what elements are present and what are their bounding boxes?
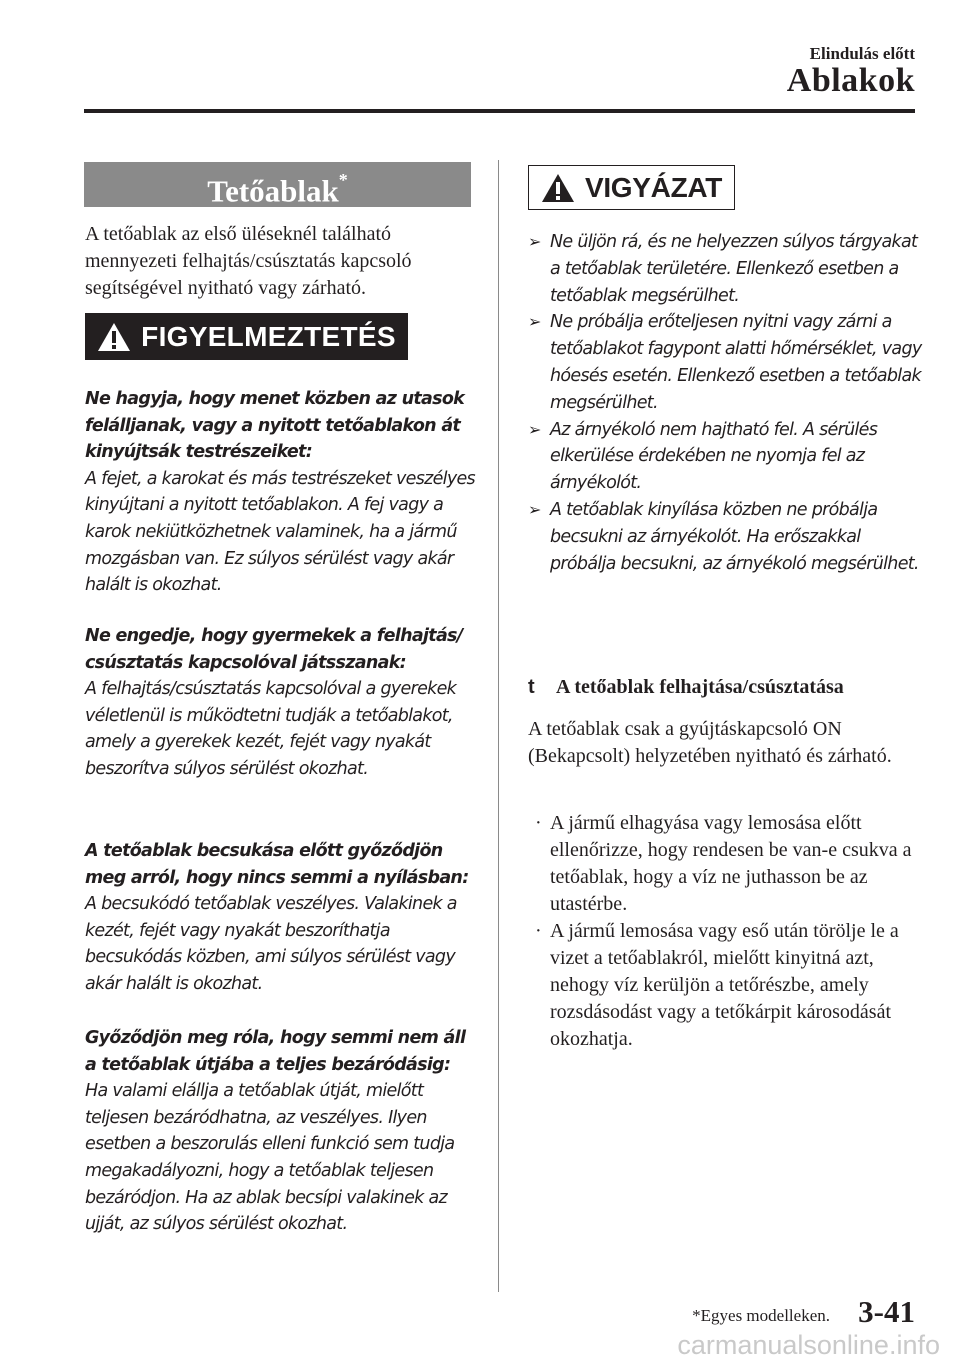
- bullet-dot-icon: ·: [535, 812, 542, 834]
- subsection-heading: [528, 676, 844, 699]
- warning-triangle-icon: [97, 322, 131, 352]
- caution-item-text: Ne próbálja erőteljesen nyitni vagy zárni a tetőablakot fagypont alatti hőmérséklet, vagy hóesés esetén. Ellenkező esetben a tetőablak megsérülhet.: [550, 312, 922, 413]
- warning-banner: [85, 313, 408, 360]
- warning-block: [85, 838, 480, 998]
- caution-item: [528, 229, 928, 309]
- caution-item: [528, 309, 928, 416]
- arrow-bullet-icon: ➢: [528, 499, 541, 519]
- section-intro: A tetőablak az első üléseknél található mennyezeti felhajtás/csúsztatás kapcsoló segítségével nyitható vagy zárható.: [85, 223, 412, 299]
- warning-heading: Győződjön meg róla, hogy semmi nem áll a tetőablak útjába a teljes bezáródásig:: [85, 1028, 466, 1075]
- caution-item-text: Ne üljön rá, és ne helyezzen súlyos tárgyakat a tetőablak területére. Ellenkező esetben a tetőablak megsérülhet.: [550, 232, 918, 306]
- caution-item: [528, 497, 928, 577]
- list-item: [528, 810, 923, 918]
- list-item-text: A jármű lemosása vagy eső után törölje le a vizet a tetőablakról, mielőtt kinyitná azt, nehogy víz kerüljön a tetőrészbe, amely rozsdásodást vagy a tetőkárpit károsodását okozhatja.: [550, 920, 899, 1050]
- caution-label: VIGYÁZAT: [584, 171, 723, 203]
- page-number: 3-41: [858, 1294, 915, 1329]
- subsection-text: A tetőablak csak a gyújtáskapcsoló ON (Bekapcsolt) helyzetében nyitható és zárható.: [528, 718, 892, 767]
- section-title: [84, 162, 471, 207]
- caution-item-text: Az árnyékoló nem hajtható fel. A sérülés elkerülése érdekében ne nyomja fel az árnyékolót.: [550, 419, 878, 494]
- warning-heading: Ne hagyja, hogy menet közben az utasok felálljanak, vagy a nyitott tetőablakon át kinyújtsák testrészeiket:: [85, 389, 465, 463]
- column-divider: [498, 160, 499, 1292]
- warning-block: [85, 1025, 480, 1238]
- caution-item-text: A tetőablak kinyílása közben ne próbálja becsukni az árnyékolót. Ha erőszakkal próbálja becsukni, az árnyékoló megsérülhet.: [550, 499, 919, 574]
- chapter-title: Ablakok: [786, 62, 915, 99]
- section-title-text: Tetőablak: [207, 173, 339, 209]
- warning-text: A felhajtás/csúsztatás kapcsolóval a gyerekek véletlenül is működtetni tudják a tetőablakot, amely a gyerekek kezét, fejét vagy nyakát beszorítva súlyos sérülést okozhat.: [85, 679, 457, 779]
- arrow-bullet-icon: ➢: [528, 232, 541, 251]
- warning-text: A fejet, a karokat és más testrészeket veszélyes kinyújtani a nyitott tetőablakon. A fej vagy a karok nekiütközhetnek valaminek, ha a jármű mozgásban van. Ez súlyos sérülést vagy akár halált is okozhat.: [85, 468, 475, 596]
- watermark: carmanualsonline.info: [677, 1330, 940, 1360]
- warning-label: FIGYELMEZTETÉS: [141, 320, 396, 352]
- optional-equipment-mark: *: [338, 170, 348, 190]
- caution-banner: [528, 165, 735, 210]
- arrow-bullet-icon: ➢: [528, 419, 541, 439]
- list-item-text: A jármű elhagyása vagy lemosása előtt ellenőrizze, hogy rendesen be van-e csukva a tetőablak, hogy a víz ne juthasson be az utastérbe.: [550, 812, 912, 915]
- caution-item: [528, 417, 928, 497]
- subsection-title: A tetőablak felhajtása/csúsztatása: [556, 676, 844, 698]
- footnote: *Egyes modelleken.: [692, 1306, 830, 1325]
- bullet-dot-icon: ·: [535, 920, 542, 942]
- warning-block: [85, 386, 480, 599]
- caution-triangle-icon: [541, 173, 575, 203]
- bullet-list: [528, 810, 923, 1053]
- arrow-bullet-icon: ➢: [528, 312, 541, 332]
- warning-text: Ha valami elállja a tetőablak útját, mielőtt teljesen bezáródhatna, az veszélyes. Ilyen esetben a beszorulás elleni funkció sem tudja megakadályozni, hogy a tetőablak teljesen bezáródjon. Ha az ablak becsípi valakinek az ujját, az súlyos sérülést okozhat.: [85, 1081, 455, 1235]
- subsection-marker-icon: t: [528, 676, 535, 698]
- caution-list: [528, 229, 928, 577]
- chapter-subtitle: Elindulás előtt: [809, 44, 915, 63]
- warning-heading: A tetőablak becsukása előtt győződjön meg arról, hogy nincs semmi a nyílásban:: [85, 841, 469, 888]
- warning-text: A becsukódó tetőablak veszélyes. Valakinek a kezét, fejét vagy nyakát beszoríthatja becsukódás közben, ami súlyos sérülést vagy akár halált is okozhat.: [85, 894, 457, 994]
- list-item: [528, 918, 923, 1053]
- warning-heading: Ne engedje, hogy gyermekek a felhajtás/ csúsztatás kapcsolóval játsszanak:: [85, 626, 463, 673]
- warning-block: [85, 623, 480, 783]
- header-rule: [84, 109, 915, 113]
